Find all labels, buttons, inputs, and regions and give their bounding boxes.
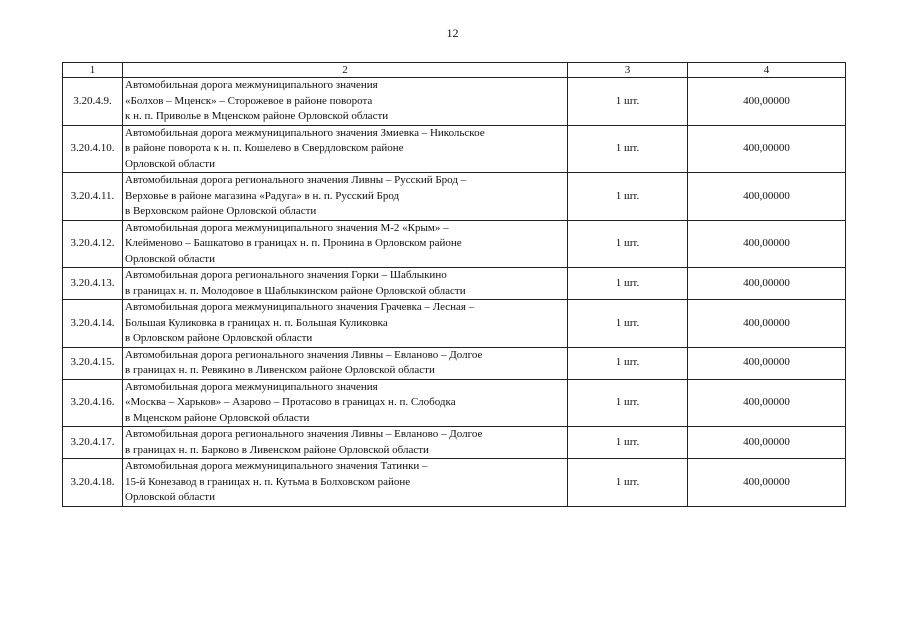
row-description: Автомобильная дорога межмуниципального значения Змиевка – Никольское в районе поворота к н. п. Кошелево в Свердловском районе Орловской области — [123, 125, 568, 173]
row-quantity: 1 шт. — [568, 220, 688, 268]
row-value: 400,00000 — [688, 268, 846, 300]
row-value: 400,00000 — [688, 220, 846, 268]
row-quantity: 1 шт. — [568, 78, 688, 126]
row-quantity: 1 шт. — [568, 379, 688, 427]
table-row — [63, 78, 846, 126]
row-value: 400,00000 — [688, 78, 846, 126]
row-number: 3.20.4.13. — [63, 268, 123, 300]
row-number: 3.20.4.14. — [63, 300, 123, 348]
row-description: Автомобильная дорога межмуниципального значения «Москва – Харьков» – Азарово – Протасово в границах н. п. Слободка в Мценском районе Орловской области — [123, 379, 568, 427]
header-col-1: 1 — [63, 63, 123, 78]
table-row — [63, 379, 846, 427]
table-row — [63, 347, 846, 379]
row-value: 400,00000 — [688, 173, 846, 221]
row-description: Автомобильная дорога регионального значения Ливны – Евланово – Долгое в границах н. п. Барково в Ливенском районе Орловской области — [123, 427, 568, 459]
table-row — [63, 173, 846, 221]
row-number: 3.20.4.9. — [63, 78, 123, 126]
table-row — [63, 300, 846, 348]
row-number: 3.20.4.10. — [63, 125, 123, 173]
row-quantity: 1 шт. — [568, 300, 688, 348]
row-value: 400,00000 — [688, 427, 846, 459]
row-number: 3.20.4.17. — [63, 427, 123, 459]
row-number: 3.20.4.11. — [63, 173, 123, 221]
row-number: 3.20.4.18. — [63, 459, 123, 507]
row-value: 400,00000 — [688, 347, 846, 379]
header-col-2: 2 — [123, 63, 568, 78]
table-row — [63, 427, 846, 459]
row-number: 3.20.4.15. — [63, 347, 123, 379]
row-description: Автомобильная дорога межмуниципального значения «Болхов – Мценск» – Сторожевое в районе поворота к н. п. Приволье в Мценском районе Орловской области — [123, 78, 568, 126]
row-quantity: 1 шт. — [568, 427, 688, 459]
page-number: 12 — [446, 26, 459, 40]
row-number: 3.20.4.12. — [63, 220, 123, 268]
row-value: 400,00000 — [688, 125, 846, 173]
header-col-3: 3 — [568, 63, 688, 78]
header-col-4: 4 — [688, 63, 846, 78]
row-description: Автомобильная дорога регионального значения Горки – Шаблыкино в границах н. п. Молодовое в Шаблыкинском районе Орловской области — [123, 268, 568, 300]
row-description: Автомобильная дорога регионального значения Ливны – Русский Брод – Верховье в районе магазина «Радуга» в н. п. Русский Брод в Верховском районе Орловской области — [123, 173, 568, 221]
row-value: 400,00000 — [688, 459, 846, 507]
row-number: 3.20.4.16. — [63, 379, 123, 427]
row-quantity: 1 шт. — [568, 459, 688, 507]
table-row — [63, 125, 846, 173]
row-quantity: 1 шт. — [568, 347, 688, 379]
roads-table — [62, 62, 846, 507]
row-description: Автомобильная дорога межмуниципального значения Грачевка – Лесная – Большая Куликовка в границах н. п. Большая Куликовка в Орловском районе Орловской области — [123, 300, 568, 348]
table-header-row — [63, 63, 846, 78]
table-row — [63, 220, 846, 268]
row-value: 400,00000 — [688, 300, 846, 348]
row-value: 400,00000 — [688, 379, 846, 427]
row-description: Автомобильная дорога регионального значения Ливны – Евланово – Долгое в границах н. п. Ревякино в Ливенском районе Орловской области — [123, 347, 568, 379]
table-row — [63, 459, 846, 507]
row-description: Автомобильная дорога межмуниципального значения М-2 «Крым» – Клейменово – Башкатово в границах н. п. Пронина в Орловском районе Орловской области — [123, 220, 568, 268]
row-quantity: 1 шт. — [568, 125, 688, 173]
row-description: Автомобильная дорога межмуниципального значения Татинки – 15-й Конезавод в границах н. п. Кутьма в Болховском районе Орловской области — [123, 459, 568, 507]
row-quantity: 1 шт. — [568, 173, 688, 221]
row-quantity: 1 шт. — [568, 268, 688, 300]
table-row — [63, 268, 846, 300]
